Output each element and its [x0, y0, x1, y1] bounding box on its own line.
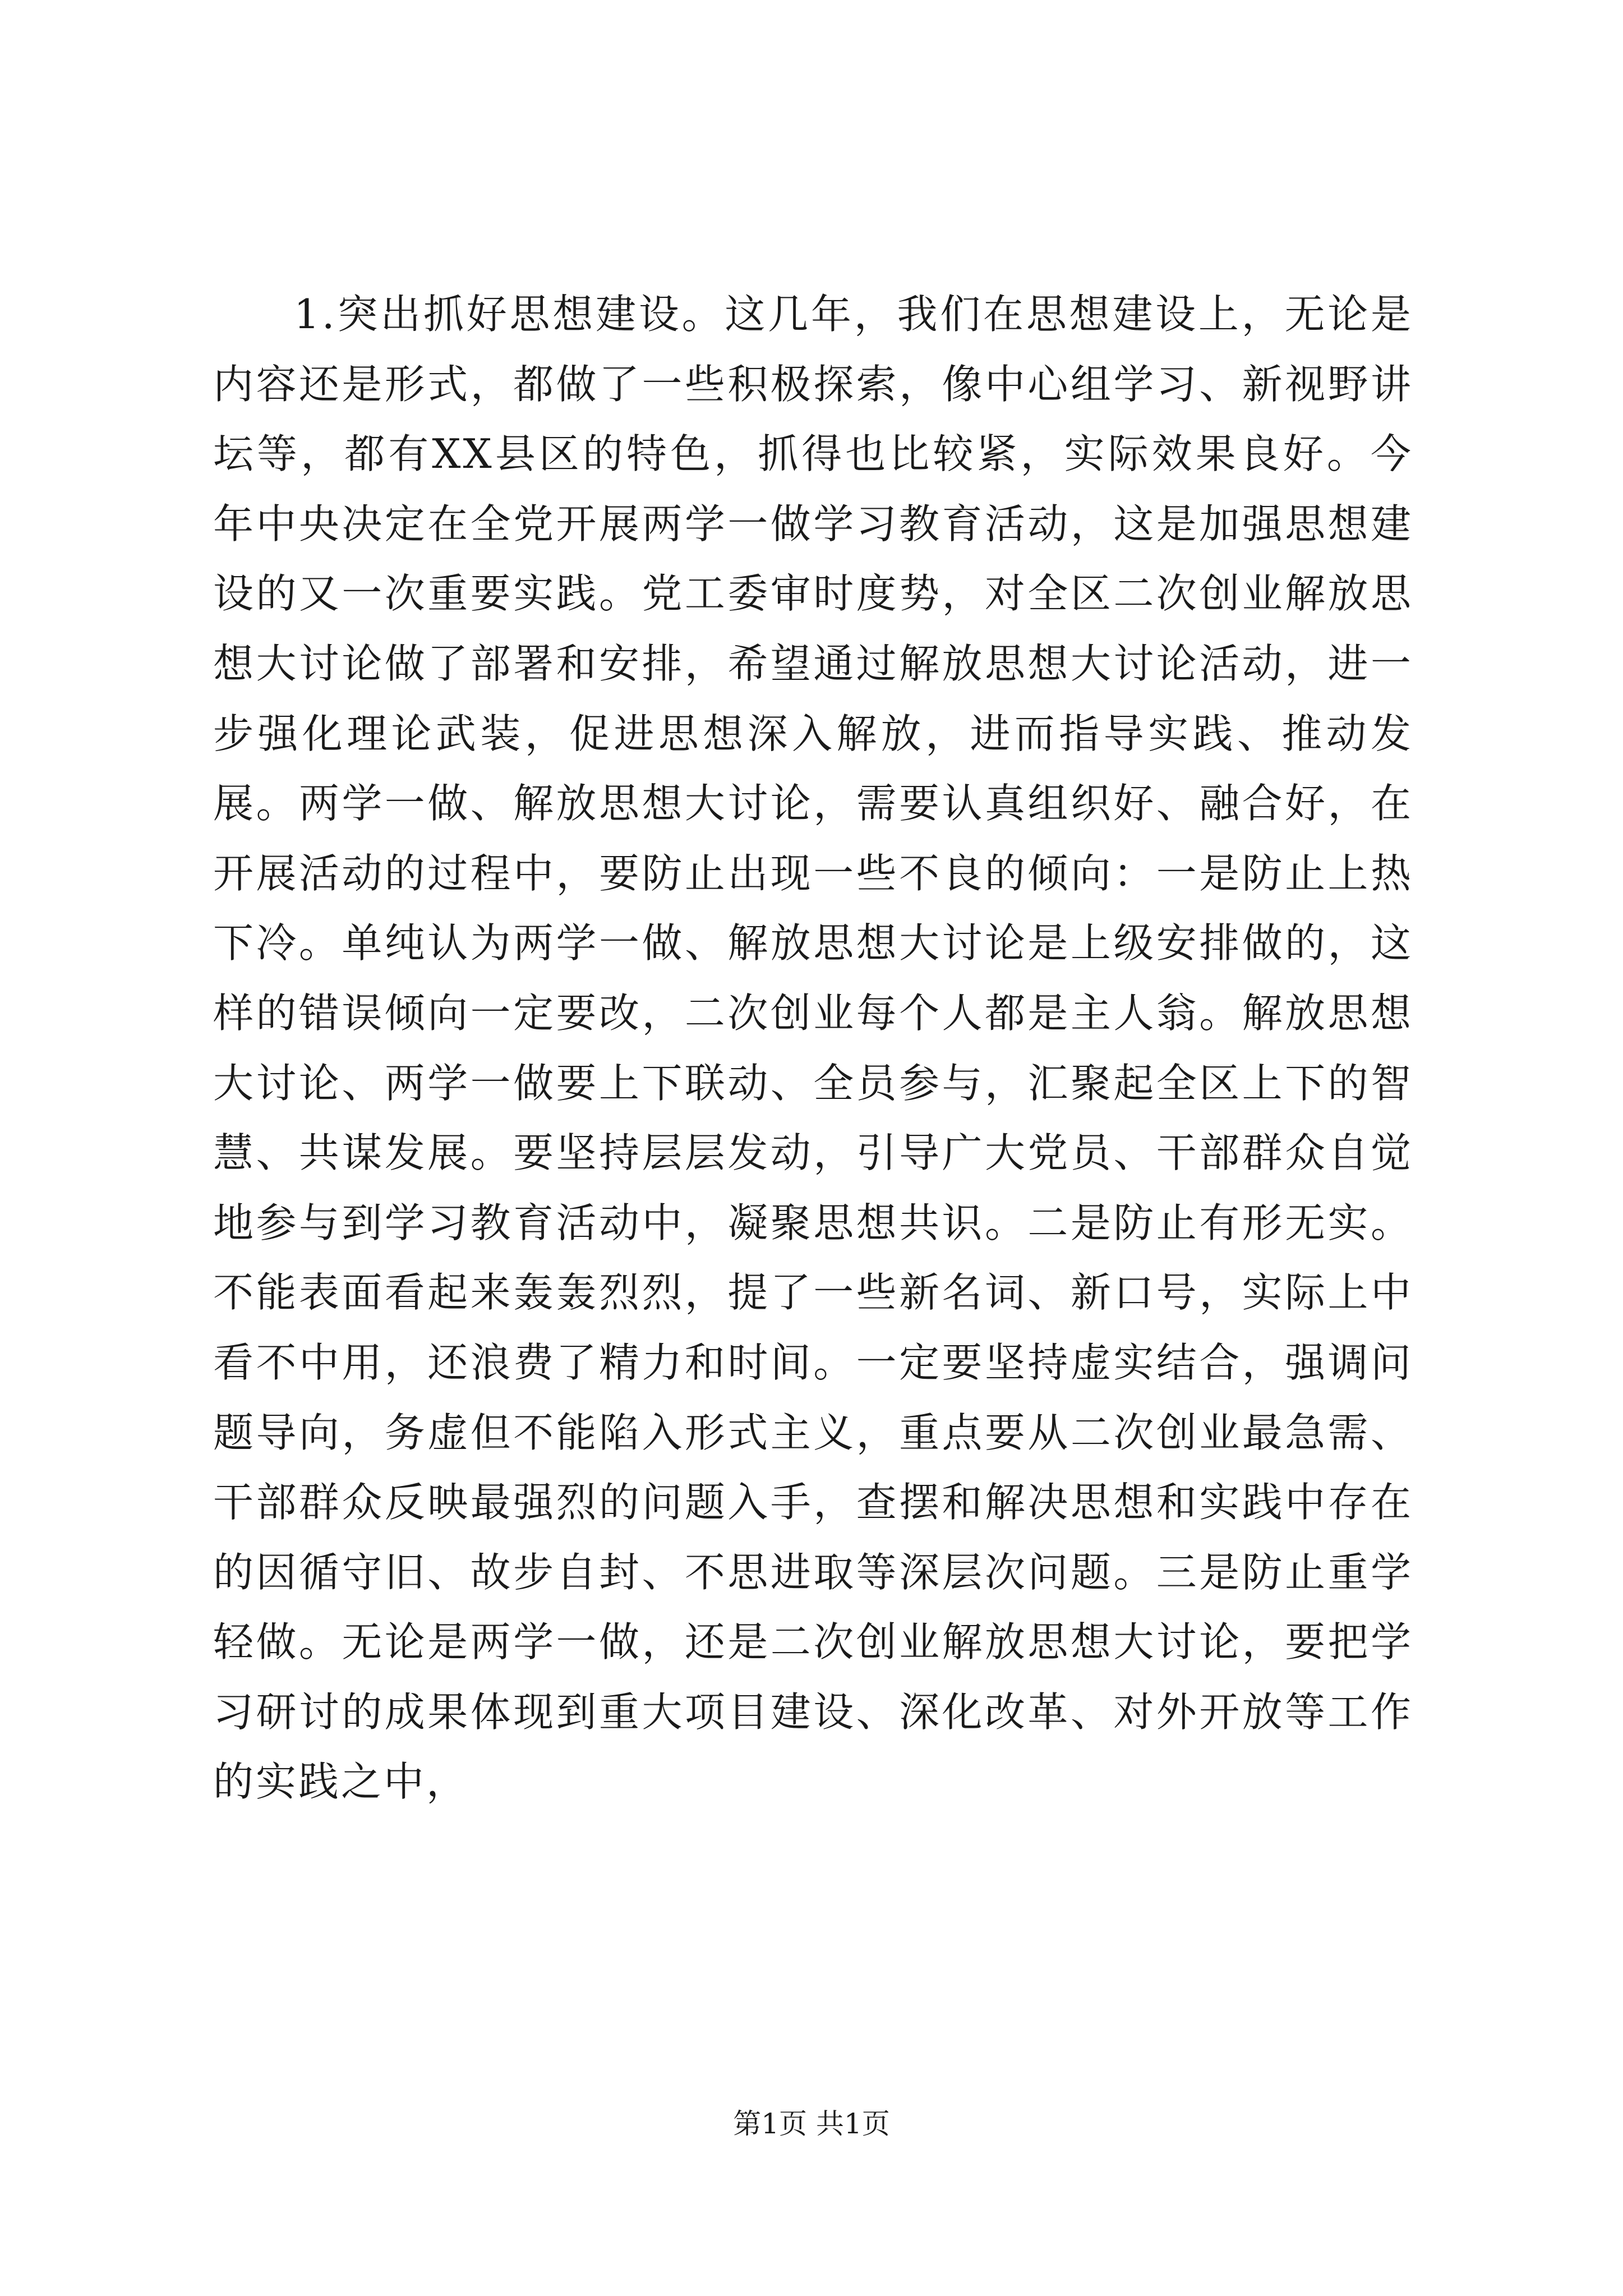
body-paragraph: 1.突出抓好思想建设。这几年，我们在思想建设上，无论是内容还是形式，都做了一些积极探索，像中心组学习、新视野讲坛等，都有XX县区的特色，抓得也比较紧，实际效果良好。今年中央决定在全党开展两学一做学习教育活动，这是加强思想建设的又一次重要实践。党工委审时度势，对全区二次创业解放思想大讨论做了部署和安排，希望通过解放思想大讨论活动，进一步强化理论武装，促进思想深入解放，进而指导实践、推动发展。两学一做、解放思想大讨论，需要认真组织好、融合好，在开展活动的过程中，要防止出现一些不良的倾向：一是防止上热下冷。单纯认为两学一做、解放思想大讨论是上级安排做的，这样的错误倾向一定要改，二次创业每个人都是主人翁。解放思想大讨论、两学一做要上下联动、全员参与，汇聚起全区上下的智慧、共谋发展。要坚持层层发动，引导广大党员、干部群众自觉地参与到学习教育活动中，凝聚思想共识。二是防止有形无实。不能表面看起来轰轰烈烈，提了一些新名词、新口号，实际上中看不中用，还浪费了精力和时间。一定要坚持虚实结合，强调问题导向，务虚但不能陷入形式主义，重点要从二次创业最急需、干部群众反映最强烈的问题入手，查摆和解决思想和实践中存在的因循守旧、故步自封、不思进取等深层次问题。三是防止重学轻做。无论是两学一做，还是二次创业解放思想大讨论，要把学习研讨的成果体现到重大项目建设、深化改革、对外开放等工作的实践之中，	[213, 291, 1413, 1806]
page-footer: 第1页 共1页	[733, 2108, 890, 2140]
